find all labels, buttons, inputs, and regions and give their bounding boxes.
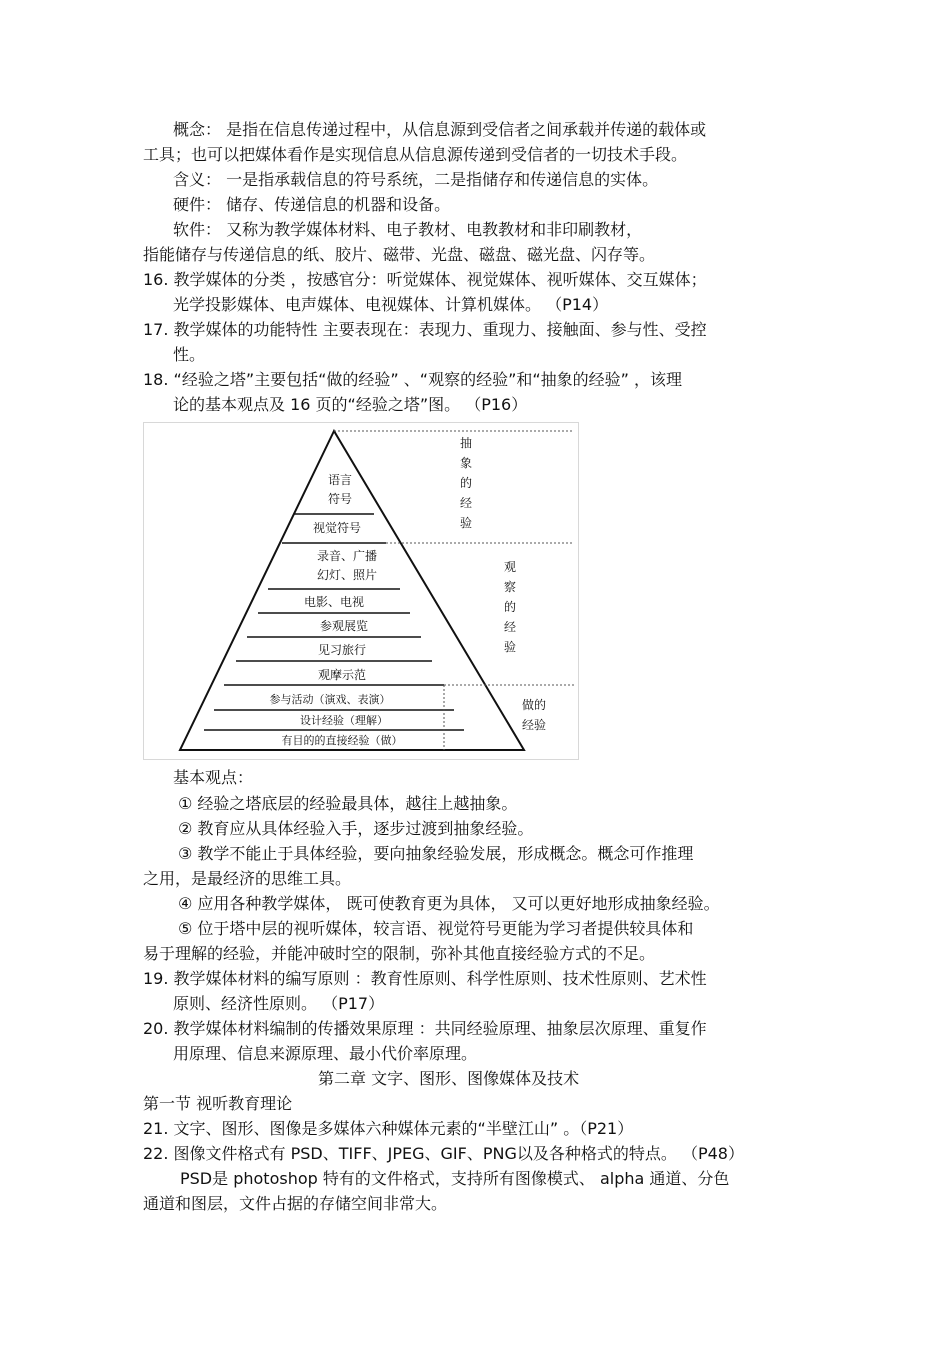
item-20-line-1: 20. 教学媒体材料编制的传播效果原理 ：共同经验原理、抽象层次原理、重复作 [143,1019,707,1038]
meaning-line: 含义： 一是指承载信息的符号系统，二是指储存和传递信息的实体。 [173,170,659,189]
pyramid-label-visual-symbol: 视觉符号 [312,521,362,535]
pyramid-label-symbol: 符号 [327,492,353,506]
item-17-line-2: 性。 [173,345,206,364]
observe-char-3: 的 [503,600,517,614]
psd-line-2: 通道和图层，文件占据的存储空间非常大。 [143,1194,448,1213]
pyramid-label-designed: 设计经验（理解） [300,714,388,727]
pyramid-label-participation: 参与活动（演戏、表演） [269,693,391,706]
item-19-line-2: 原则、经济性原则。 （P17） [173,994,385,1013]
cone-of-experience-figure [143,422,579,760]
doing-label-2: 经验 [521,718,547,732]
pyramid-label-recording: 录音、广播 [316,549,378,563]
view-3-line-1: ③ 教学不能止于具体经验，要向抽象经验发展，形成概念。概念可作推理 [178,844,694,863]
observe-char-1: 观 [503,560,517,574]
item-20-line-2: 用原理、信息来源原理、最小代价率原理。 [173,1044,478,1063]
abstract-char-1: 抽 [459,436,473,450]
doing-label-1: 做的 [521,698,547,712]
item-18-line-2: 论的基本观点及 16 页的“经验之塔”图。 （P16） [173,395,528,414]
cone-of-experience-diagram [144,423,578,759]
observe-char-2: 察 [503,580,517,594]
pyramid-label-exhibition: 参观展览 [319,619,369,633]
pyramid-label-field-trip: 见习旅行 [317,643,367,657]
view-3-line-2: 之用，是最经济的思维工具。 [143,869,352,888]
observe-char-4: 经 [503,620,517,634]
item-16-line-1: 16. 教学媒体的分类 ，按感官分：听觉媒体、视觉媒体、视听媒体、交互媒体； [143,270,707,289]
abstract-char-3: 的 [459,476,473,490]
concept-line-1: 概念： 是指在信息传递过程中，从信息源到受信者之间承载并传递的载体或 [173,120,707,139]
section-1-title: 第一节 视听教育理论 [143,1094,293,1113]
software-line-2: 指能储存与传递信息的纸、胶片、磁带、光盘、磁盘、磁光盘、闪存等。 [143,245,656,264]
concept-line-2: 工具；也可以把媒体看作是实现信息从信息源传递到受信者的一切技术手段。 [143,145,688,164]
item-21: 21. 文字、图形、图像是多媒体六种媒体元素的“半壁江山” 。（P21） [143,1119,634,1138]
software-line-1: 软件： 又称为教学媒体材料、电子教材、电教教材和非印刷教材， [173,220,643,239]
item-19-line-1: 19. 教学媒体材料的编写原则 ：教育性原则、科学性原则、技术性原则、艺术性 [143,969,707,988]
item-22: 22. 图像文件格式有 PSD、TIFF、JPEG、GIF、PNG以及各种格式的特点。 （P48） [143,1144,744,1163]
pyramid-label-direct: 有目的的直接经验（做） [281,734,403,747]
abstract-char-4: 经 [459,496,473,510]
view-5-line-1: ⑤ 位于塔中层的视听媒体，较言语、视觉符号更能为学习者提供较具体和 [178,919,694,938]
view-4: ④ 应用各种教学媒体， 既可使教育更为具体， 又可以更好地形成抽象经验。 [178,894,720,913]
hardware-line: 硬件： 储存、传递信息的机器和设备。 [173,195,451,214]
pyramid-label-film-tv: 电影、电视 [303,595,365,609]
view-2: ② 教育应从具体经验入手，逐步过渡到抽象经验。 [178,819,534,838]
item-16-line-2: 光学投影媒体、电声媒体、电视媒体、计算机媒体。 （P14） [173,295,609,314]
chapter-2-title: 第二章 文字、图形、图像媒体及技术 [318,1069,580,1088]
pyramid-label-language: 语言 [327,473,353,487]
pyramid-label-demonstration: 观摩示范 [317,668,367,682]
basic-views-heading: 基本观点： [173,768,254,787]
view-1: ① 经验之塔底层的经验最具体，越往上越抽象。 [178,794,518,813]
abstract-char-5: 验 [459,516,473,530]
item-18-line-1: 18. “经验之塔”主要包括“做的经验” 、“观察的经验”和“抽象的经验” ，该理 [143,370,683,389]
pyramid-label-slides: 幻灯、照片 [316,568,378,582]
abstract-char-2: 象 [459,456,473,470]
view-5-line-2: 易于理解的经验，并能冲破时空的限制，弥补其他直接经验方式的不足。 [143,944,656,963]
psd-line-1: PSD是 photoshop 特有的文件格式，支持所有图像模式、 alpha 通道、分色 [180,1169,730,1188]
item-17-line-1: 17. 教学媒体的功能特性 主要表现在：表现力、重现力、接触面、参与性、受控 [143,320,707,339]
observe-char-5: 验 [503,640,517,654]
